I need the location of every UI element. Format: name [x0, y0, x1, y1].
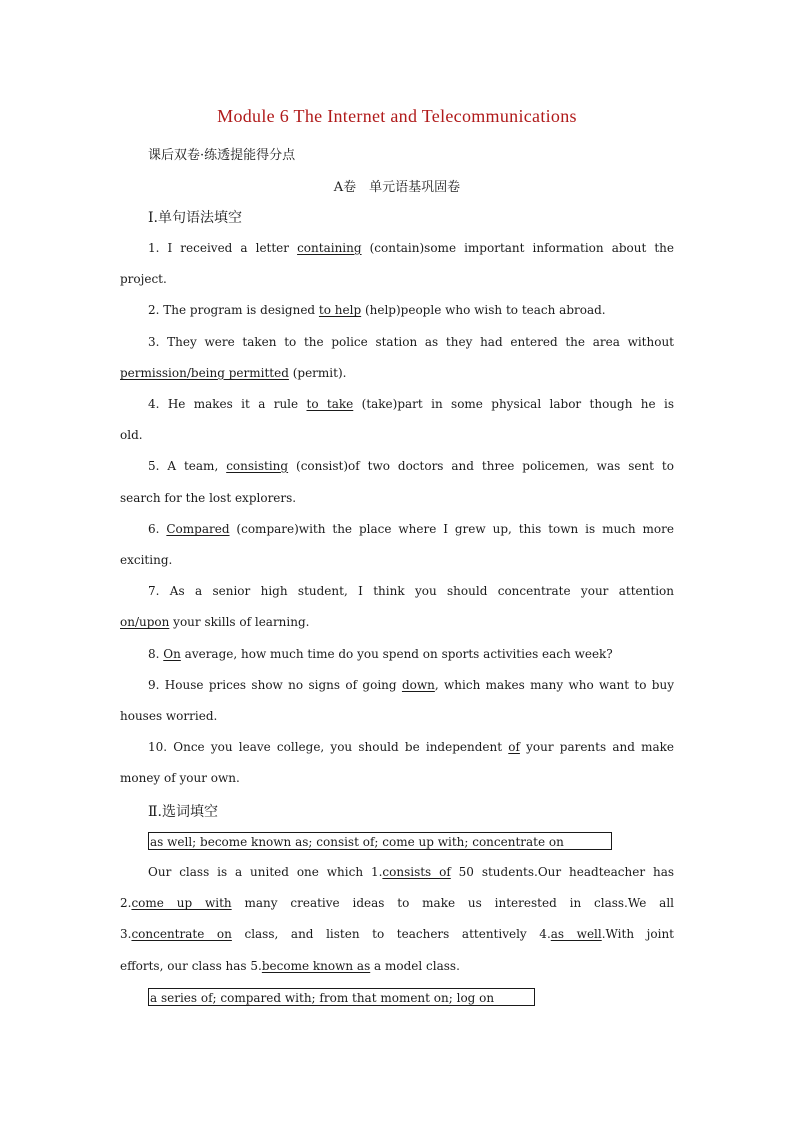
question-3-cont: permission/being permitted (permit).	[120, 366, 347, 380]
answer-5: consisting	[226, 459, 289, 473]
paper-heading: A卷 单元语基巩固卷	[333, 180, 461, 195]
word-box-2: a series of; compared with; from that moment on; log on	[148, 988, 535, 1006]
question-8: 8. On average, how much time do you spend on sports activities each week?	[148, 647, 613, 661]
answer-10: of	[508, 740, 520, 754]
section1-heading: Ⅰ.单句语法填空	[148, 210, 242, 226]
word-box-1: as well; become known as; consist of; come up with; concentrate on	[148, 832, 612, 850]
passage-line-4: efforts, our class has 5.become known as a model class.	[120, 959, 460, 973]
passage-line-3: 3.concentrate on class, and listen to teachers attentively 4.as well.With joint	[120, 927, 674, 941]
question-1: 1. I received a letter containing (contain)some important information about the	[148, 241, 674, 255]
answer-6: Compared	[166, 522, 230, 536]
passage-line-1: Our class is a united one which 1.consists of 50 students.Our headteacher has	[148, 865, 675, 879]
question-3: 3. They were taken to the police station as they had entered the area without	[148, 335, 674, 349]
passage-line-2: 2.come up with many creative ideas to make us interested in class.We all	[120, 896, 674, 910]
section2-heading: Ⅱ.选词填空	[148, 804, 218, 820]
question-4-cont: old.	[120, 428, 143, 442]
passage-answer-3: concentrate on	[131, 927, 232, 941]
passage-answer-4: as well	[550, 927, 602, 941]
question-5: 5. A team, consisting (consist)of two doctors and three policemen, was sent to	[148, 459, 674, 473]
question-4: 4. He makes it a rule to take (take)part in some physical labor though he is	[148, 397, 675, 411]
passage-answer-1: consists of	[382, 865, 451, 879]
passage-answer-5: become known as	[261, 959, 371, 973]
page-title: Module 6 The Internet and Telecommunications	[217, 106, 577, 126]
passage-answer-2: come up with	[131, 896, 232, 910]
question-6: 6. Compared (compare)with the place where I grew up, this town is much more	[148, 522, 674, 536]
answer-4: to take	[306, 397, 354, 411]
answer-1: containing	[297, 241, 362, 255]
question-9-cont: houses worried.	[120, 709, 218, 723]
question-9: 9. House prices show no signs of going down, which makes many who want to buy	[148, 678, 674, 692]
question-6-cont: exciting.	[120, 553, 173, 567]
question-10-cont: money of your own.	[120, 771, 240, 785]
question-5-cont: search for the lost explorers.	[120, 491, 297, 505]
question-10: 10. Once you leave college, you should be independent of your parents and make	[148, 740, 674, 754]
answer-2: to help	[318, 303, 362, 317]
answer-7: on/upon	[120, 615, 170, 629]
question-2: 2. The program is designed to help (help)people who wish to teach abroad.	[148, 303, 606, 317]
question-7: 7. As a senior high student, I think you should concentrate your attention	[148, 584, 674, 598]
answer-3: permission/being permitted	[120, 366, 289, 380]
question-7-cont: on/upon your skills of learning.	[120, 615, 310, 629]
answer-9: down	[401, 678, 435, 692]
subtitle: 课后双卷·练透提能得分点	[148, 148, 296, 163]
question-1-cont: project.	[120, 272, 167, 286]
answer-8: On	[163, 647, 181, 661]
